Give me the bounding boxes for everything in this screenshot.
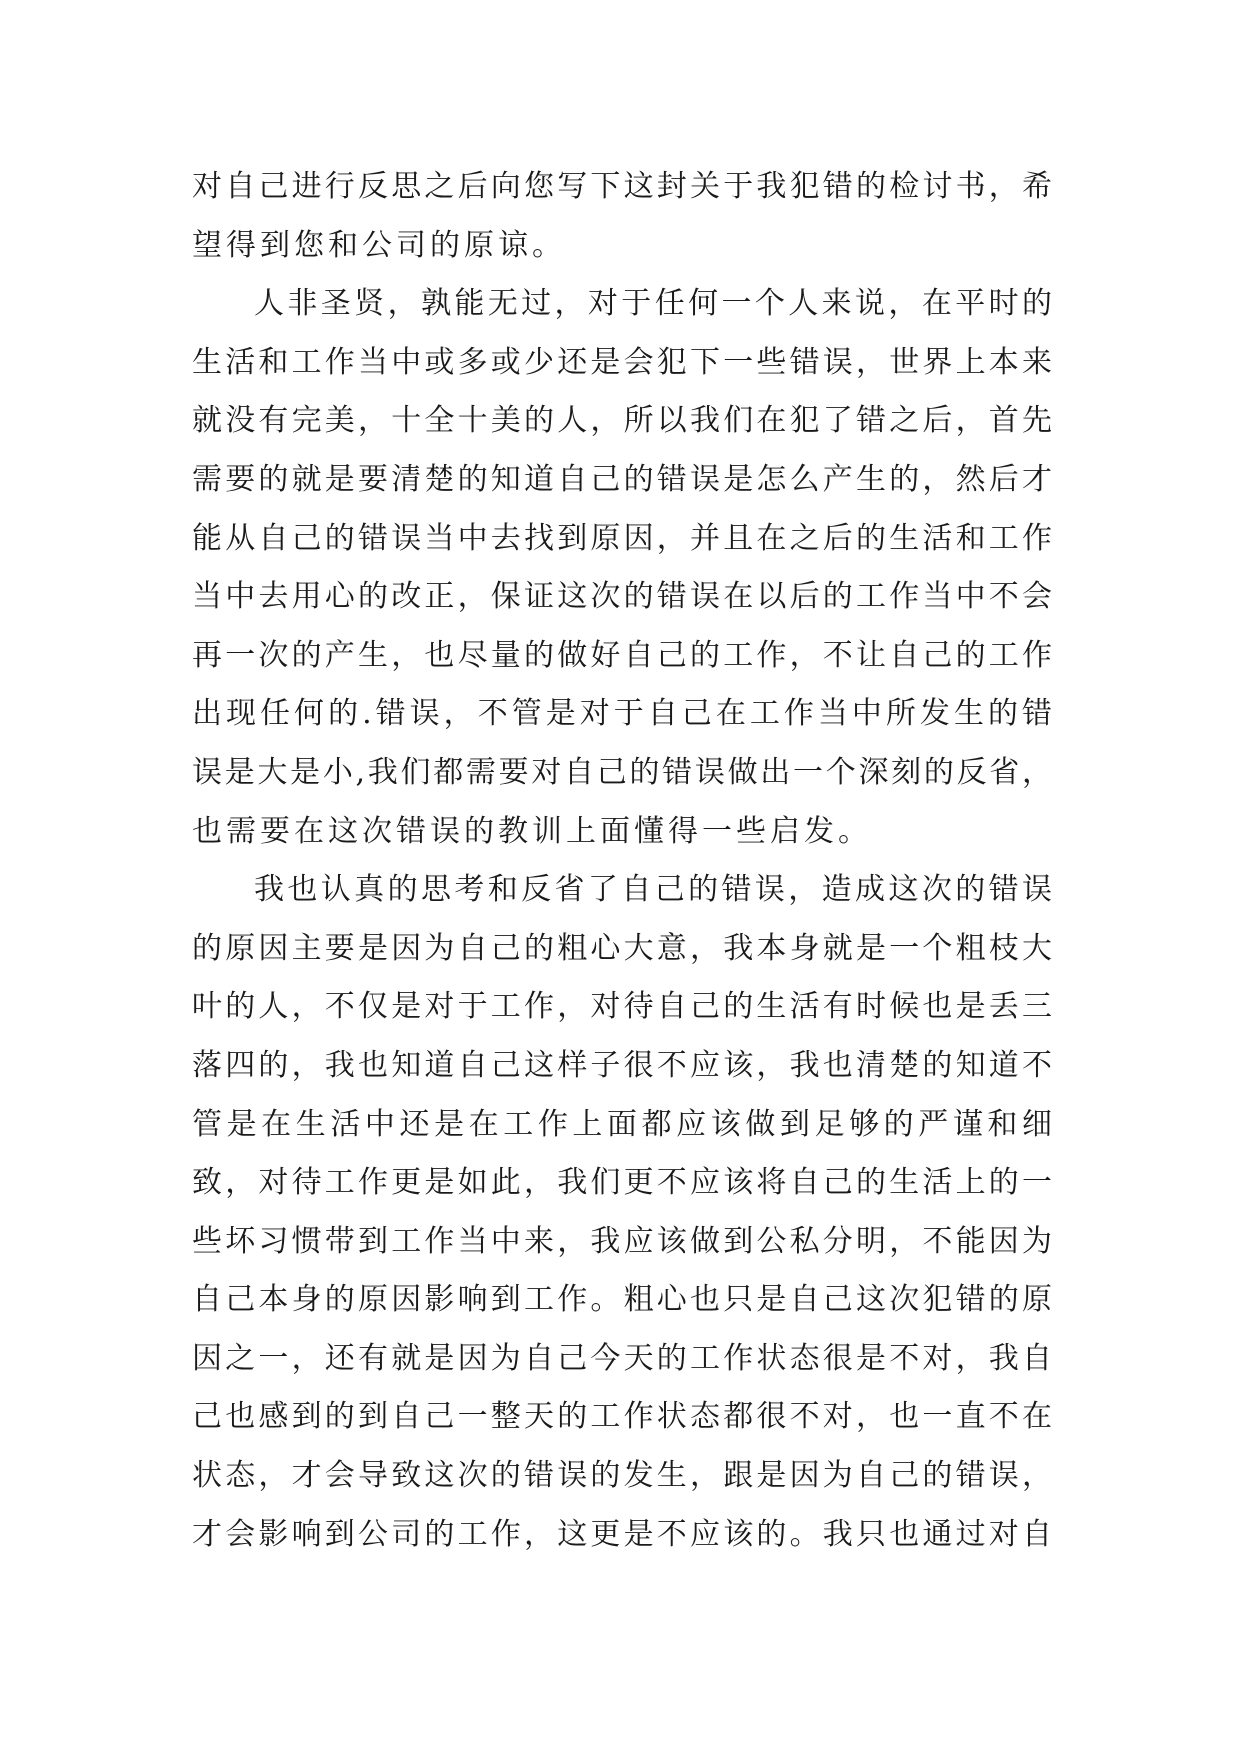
text-line: 误是大是小,我们都需要对自己的错误做出一个深刻的反省，	[192, 754, 1052, 790]
text-line: 也需要在这次错误的教训上面懂得一些启发。	[192, 813, 872, 849]
text-line: 因之一，还有就是因为自己今天的工作状态很是不对，我自	[192, 1340, 1052, 1376]
text-line: 自己本身的原因影响到工作。粗心也只是自己这次犯错的原	[192, 1282, 1052, 1318]
text-line: 管是在生活中还是在工作上面都应该做到足够的严谨和细	[192, 1106, 1052, 1142]
text-line: 己也感到的到自己一整天的工作状态都很不对，也一直不在	[192, 1399, 1052, 1435]
document-body	[192, 158, 1052, 1564]
text-line: 致，对待工作更是如此，我们更不应该将自己的生活上的一	[192, 1165, 1052, 1201]
text-line: 的原因主要是因为自己的粗心大意，我本身就是一个粗枝大	[192, 930, 1052, 966]
text-line: 就没有完美，十全十美的人，所以我们在犯了错之后，首先	[192, 403, 1052, 439]
text-line: 望得到您和公司的原谅。	[192, 227, 566, 263]
text-line: 叶的人，不仅是对于工作，对待自己的生活有时候也是丢三	[192, 989, 1052, 1025]
text-line: 我也认真的思考和反省了自己的错误，造成这次的错误	[254, 872, 1052, 908]
text-line: 落四的，我也知道自己这样子很不应该，我也清楚的知道不	[192, 1047, 1052, 1083]
text-line: 些坏习惯带到工作当中来，我应该做到公私分明，不能因为	[192, 1223, 1052, 1259]
text-line: 能从自己的错误当中去找到原因，并且在之后的生活和工作	[192, 520, 1052, 556]
text-line: 需要的就是要清楚的知道自己的错误是怎么产生的，然后才	[192, 461, 1052, 497]
text-line: 人非圣贤，孰能无过，对于任何一个人来说，在平时的	[254, 286, 1052, 322]
text-line: 状态，才会导致这次的错误的发生，跟是因为自己的错误，	[192, 1458, 1052, 1494]
text-line: 出现任何的.错误，不管是对于自己在工作当中所发生的错	[192, 696, 1052, 732]
text-line: 对自己进行反思之后向您写下这封关于我犯错的检讨书，希	[192, 169, 1052, 204]
text-line: 生活和工作当中或多或少还是会犯下一些错误，世界上本来	[192, 344, 1052, 380]
text-line: 再一次的产生，也尽量的做好自己的工作，不让自己的工作	[192, 637, 1052, 673]
text-line: 才会影响到公司的工作，这更是不应该的。我只也通过对自	[192, 1516, 1052, 1552]
text-line: 当中去用心的改正，保证这次的错误在以后的工作当中不会	[192, 579, 1052, 615]
